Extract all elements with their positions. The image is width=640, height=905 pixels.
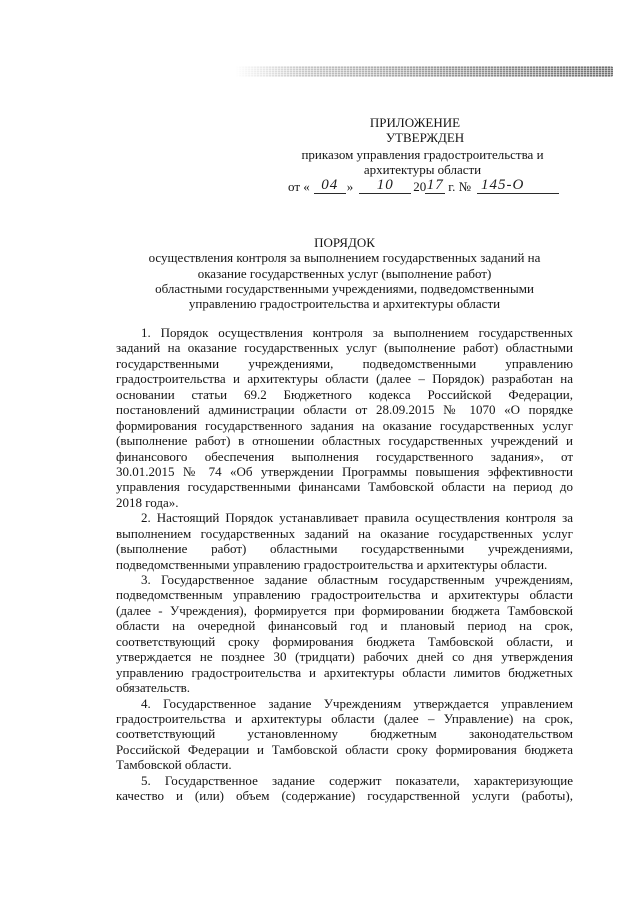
text-line: (далее - Учреждения), формируется при формировании бюджета Тамбовской (116, 602, 573, 618)
title-line: осуществления контроля за выполнением государственных заданий на (148, 250, 541, 266)
text-line: выполнением государственных заданий на оказание государственных услуг (116, 525, 573, 541)
text-line: соответствующий установленному бюджетным законодательством (116, 726, 573, 742)
order-month: 10 (359, 178, 411, 194)
text-line: утверждается не позднее 30 (тридцати) рабочих дней со дня утверждения (116, 649, 573, 665)
text-line: подведомственным управлению градостроительства и архитектуры области (116, 587, 573, 603)
paragraph-1 (116, 325, 573, 510)
text-line: Тамбовской области. (116, 757, 232, 773)
text-line: Российской Федерации и Тамбовской области сроку формирования бюджета (116, 741, 573, 757)
text-line: заданий на оказание государственных услуг (выполнение работ) областными (116, 340, 573, 356)
text-line: постановлений администрации области от 28.09.2015 № 1070 «О порядке (116, 402, 573, 418)
paragraph-2 (116, 510, 573, 572)
text-line: 4. Государственное задание Учреждениям утверждается управлением (141, 695, 573, 711)
title-line: оказание государственных услуг (выполнение работ) (197, 265, 492, 281)
order-year-prefix: 20 (413, 179, 427, 194)
paragraph-4 (116, 696, 573, 773)
text-line: подведомственными управлению градостроительства и архитектуры области. (116, 556, 548, 572)
paragraph-5 (116, 773, 573, 804)
order-day: 04 (314, 178, 346, 194)
order-number-label: г. № (448, 179, 472, 194)
text-line: (выполнение работ) областными государственными учреждениями, (116, 541, 573, 557)
text-line: соответствующий сроку формирования бюджета Тамбовской области, и (116, 633, 573, 649)
text-line: государственными учреждениями, подведомственными управлению (116, 355, 573, 371)
approved-label: УТВЕРЖДЕН (385, 130, 465, 145)
title-line: областными государственными учреждениями, подведомственными (155, 280, 534, 296)
text-line: обязательств. (116, 680, 191, 696)
order-number: 145-О (477, 178, 559, 194)
text-line: управления государственными финансами Тамбовской области на период до (116, 479, 573, 495)
order-issuer-line-2: архитектуры области (363, 162, 482, 177)
appendix-label: ПРИЛОЖЕНИЕ (369, 115, 461, 130)
date-prefix-label: от « (288, 179, 310, 194)
text-line: области на очередной финансовый год и плановый период на срок, (116, 618, 573, 634)
text-line: градостроительства и архитектуры области (далее – Порядок) разработан на (116, 371, 573, 387)
text-line: качество и (или) объем (содержание) государственной услуги (работы), (116, 788, 573, 804)
text-line: (выполнение работ) в отношении областных государственных учреждений и (116, 433, 573, 449)
text-line: финансового обеспечения выполнения государственного задания», от (116, 448, 573, 464)
title-line: управлению градостроительства и архитектуры области (188, 296, 501, 312)
order-date-line (288, 177, 559, 194)
text-line: 1. Порядок осуществления контроля за выполнением государственных (141, 325, 573, 340)
text-line: основании статьи 69.2 Бюджетного кодекса Российской Федерации, (116, 386, 573, 402)
date-close-quote: » (346, 179, 354, 194)
text-line: 3. Государственное задание областным государственным учреждениям, (141, 572, 573, 587)
text-line: формирования государственного задания на оказание государственных услуг (116, 417, 573, 433)
scan-artifact (235, 66, 613, 77)
document-title-block (116, 235, 573, 311)
text-line: 5. Государственное задание содержит показатели, характеризующие (141, 772, 573, 788)
document-heading: ПОРЯДОК (314, 235, 375, 250)
paragraph-3 (116, 572, 573, 696)
text-line: 30.01.2015 № 74 «Об утверждении Программы повышения эффективности (116, 463, 573, 479)
order-year-suffix: 17 (426, 177, 444, 193)
text-line: управлению градостроительства и архитектуры области лимитов бюджетных (116, 664, 573, 680)
document-body (116, 325, 573, 804)
text-line: градостроительства и архитектуры области (далее – Управление) на срок, (116, 710, 573, 726)
text-line: 2018 года». (116, 494, 179, 510)
order-issuer-line-1: приказом управления градостроительства и (301, 147, 544, 162)
text-line: 2. Настоящий Порядок устанавливает правила осуществления контроля за (141, 510, 573, 526)
